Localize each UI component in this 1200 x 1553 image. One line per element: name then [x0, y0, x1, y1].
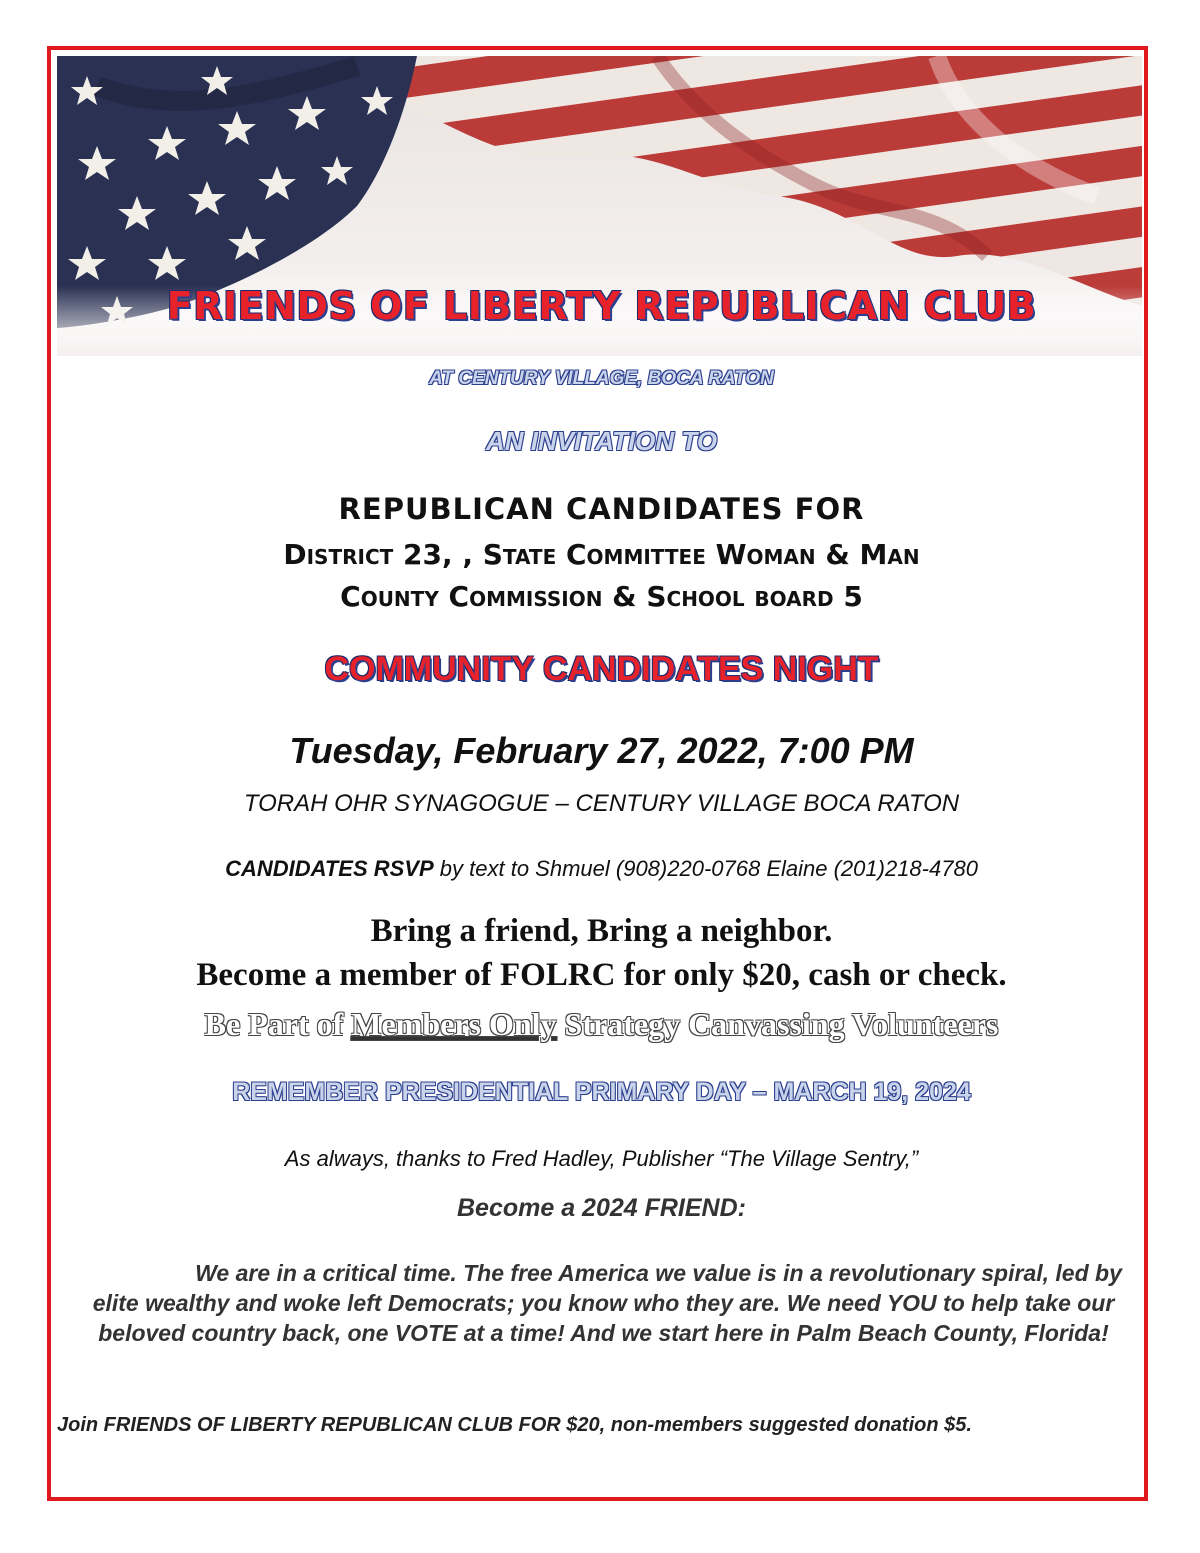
candidates-line-3: County Commission & School board 5 — [340, 580, 863, 613]
appeal-text: We are in a critical time. The free America we value is in a revolutionary spiral, led by elite wealthy and woke left Democrats; you know who they are. We need YOU to help take our beloved country back, one VOTE at a time! And we start here in Palm Beach County, Florida! — [92, 1260, 1122, 1346]
members-only-text: Members Only — [351, 1006, 557, 1042]
event-date: Tuesday, February 27, 2022, 7:00 PM — [289, 730, 914, 771]
event-name: COMMUNITY CANDIDATES NIGHT — [324, 650, 879, 688]
primary-day-reminder: REMEMBER PRESIDENTIAL PRIMARY DAY – MARCH 19, 2024 — [232, 1078, 971, 1106]
candidates-line-1: REPUBLICAN CANDIDATES FOR — [338, 492, 865, 526]
join-line: Join FRIENDS OF LIBERTY REPUBLICAN CLUB FOR $20, non-members suggested donation $5. — [57, 1414, 972, 1436]
bring-friend-line: Bring a friend, Bring a neighbor. — [370, 913, 833, 949]
friend-heading: Become a 2024 FRIEND: — [456, 1194, 746, 1222]
rsvp-line — [51, 856, 1152, 882]
be-part-line — [51, 1006, 1152, 1043]
be-part-pre: Be Part of — [204, 1006, 352, 1042]
appeal-paragraph — [61, 1258, 1146, 1348]
club-location: AT CENTURY VILLAGE, BOCA RATON — [429, 368, 774, 389]
invitation-heading: AN INVITATION TO — [485, 426, 718, 456]
be-part-post: Strategy Canvassing Volunteers — [556, 1006, 999, 1042]
event-venue: TORAH OHR SYNAGOGUE – CENTURY VILLAGE BOCA RATON — [243, 790, 960, 817]
flyer-frame — [47, 46, 1148, 1501]
rsvp-label: CANDIDATES RSVP — [225, 856, 434, 881]
club-title: FRIENDS OF LIBERTY REPUBLICAN CLUB — [166, 284, 1037, 328]
candidates-line-2: District 23, , State Committee Woman & Man — [283, 538, 920, 571]
rsvp-contacts: by text to Shmuel (908)220-0768 Elaine (201)218-4780 — [433, 856, 978, 881]
thanks-line: As always, thanks to Fred Hadley, Publisher “The Village Sentry,” — [284, 1146, 919, 1171]
become-member-line: Become a member of FOLRC for only $20, cash or check. — [196, 957, 1007, 993]
